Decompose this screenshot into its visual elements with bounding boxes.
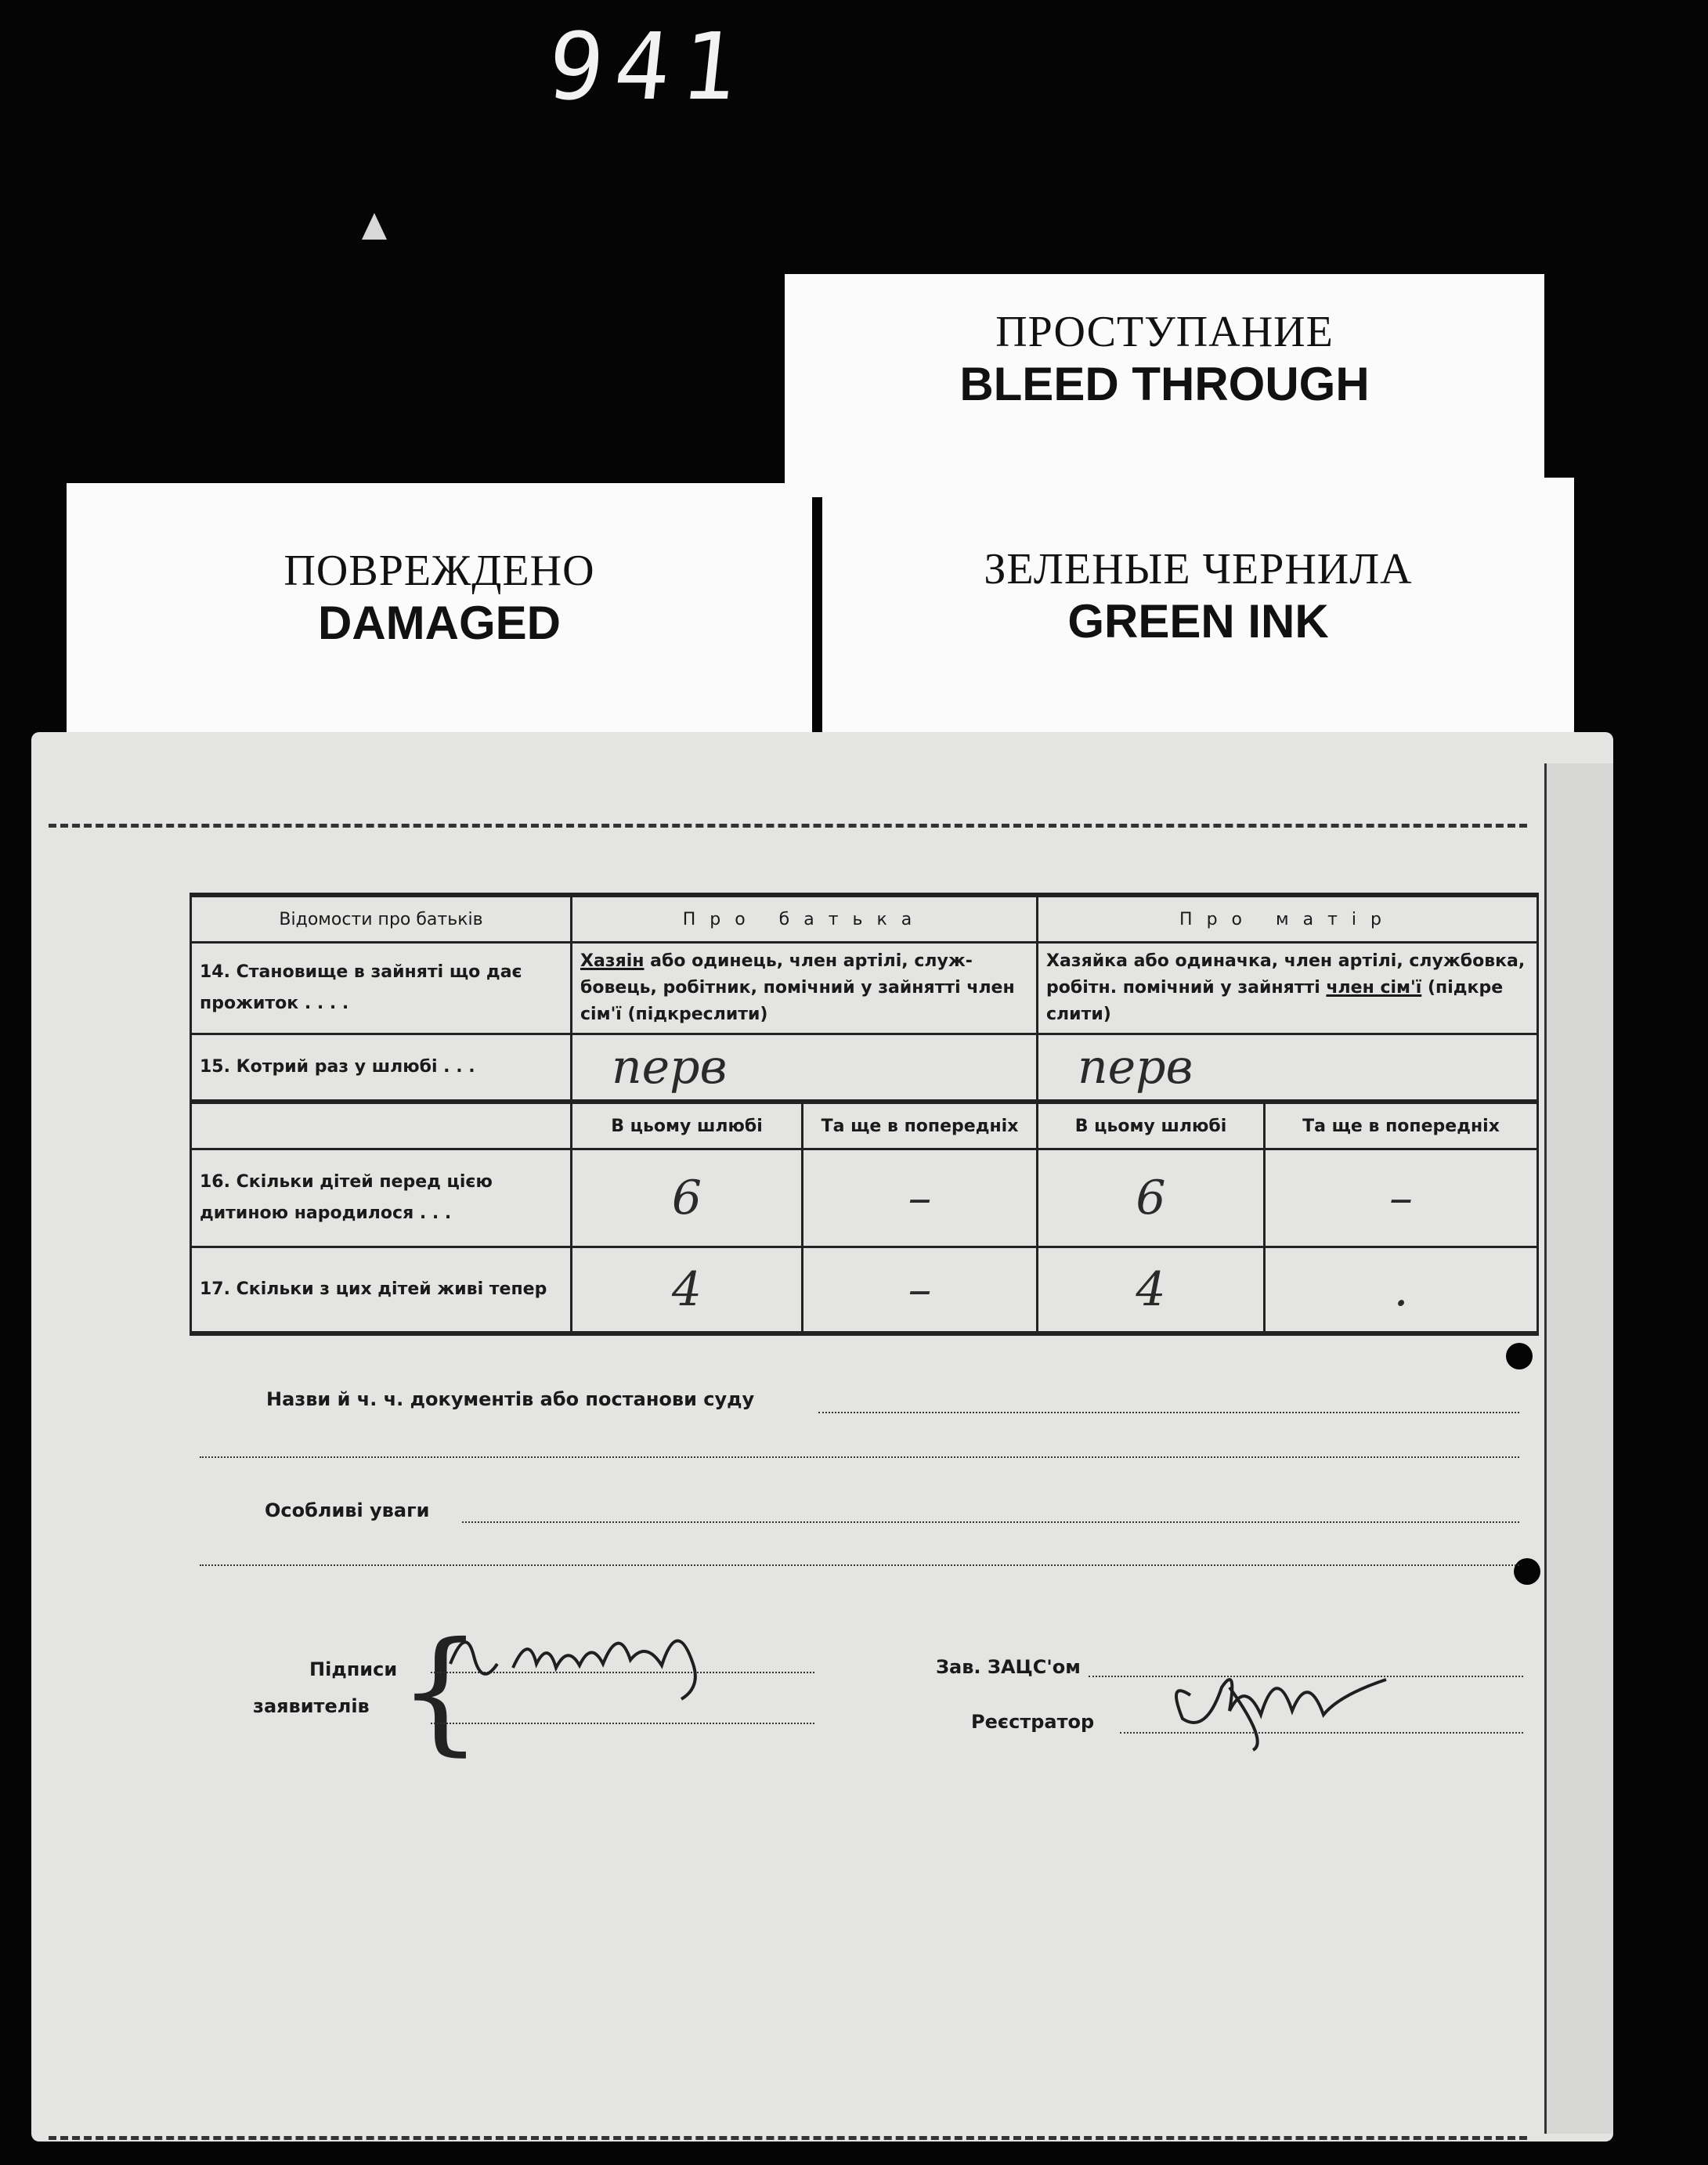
q15-father-answer: перв — [572, 1034, 1038, 1102]
registrar-signature — [1159, 1648, 1410, 1758]
registrar-label: Реєстратор — [971, 1711, 1095, 1733]
head-label: Зав. ЗАЦС'ом — [936, 1656, 1081, 1678]
header-father: Про батька — [572, 895, 1038, 943]
q16-label: 16. Скільки дітей перед цією дитиною народилося . . . — [191, 1149, 572, 1247]
damaged-ru: ПОВРЕЖДЕНО — [283, 547, 595, 595]
documents-label: Назви й ч. ч. документів або постанови суду — [266, 1388, 755, 1410]
parents-table — [190, 893, 1539, 1336]
q17-mother-prev: . — [1265, 1247, 1538, 1333]
green-ink-card — [822, 478, 1574, 748]
q15-label: 15. Котрий раз у шлюбі . . . — [191, 1034, 572, 1102]
damaged-card — [67, 483, 812, 742]
table-row — [191, 943, 1538, 1034]
signature-line-2 — [431, 1723, 814, 1724]
notes-line-2 — [200, 1564, 1519, 1566]
bleed-through-card — [785, 274, 1544, 497]
q16-father-this: 6 — [572, 1149, 803, 1247]
table-row — [191, 1149, 1538, 1247]
film-speck — [362, 213, 387, 240]
q15-mother-answer: перв — [1038, 1034, 1538, 1102]
documents-line — [818, 1412, 1519, 1413]
applicant-signature — [442, 1609, 771, 1703]
q14-father — [572, 943, 1038, 1034]
q14-mother-text: Хазяйка або одиначка, член артілі, службовка, робітн. помічний у зайнятті — [1046, 951, 1526, 998]
page-edge — [1544, 763, 1613, 2134]
green-ink-en: GREEN INK — [1067, 595, 1329, 648]
q17-father-prev: – — [803, 1247, 1038, 1333]
notes-label: Особливі уваги — [265, 1499, 430, 1521]
table-row — [191, 1034, 1538, 1102]
documents-line-2 — [200, 1456, 1519, 1458]
bleed-through-en: BLEED THROUGH — [959, 358, 1370, 410]
q16-mother-this: 6 — [1038, 1149, 1265, 1247]
q17-label: 17. Скільки з цих дітей живі тепер — [191, 1247, 572, 1333]
q16-father-prev: – — [803, 1149, 1038, 1247]
perforation-bottom — [49, 2136, 1527, 2140]
subheader-row — [191, 1102, 1538, 1149]
sub-father-prev: Та ще в попередніх — [803, 1102, 1038, 1149]
q14-label: 14. Становище в зайняті що дає прожиток . . . . — [191, 943, 572, 1034]
q17-father-this: 4 — [572, 1247, 803, 1333]
q14-mother-underlined: член сім'ї — [1326, 978, 1422, 998]
subheader-blank — [191, 1102, 572, 1149]
punch-hole — [1506, 1343, 1533, 1369]
notes-line — [462, 1521, 1519, 1523]
q14-father-text: або одинець, член артілі, служ-бовець, робітник, помічний у зайнятті член сім'ї (підкреслити) — [580, 951, 1015, 1024]
sub-mother-prev: Та ще в попередніх — [1265, 1102, 1538, 1149]
header-parents-info: Відомости про батьків — [191, 895, 572, 943]
header-mother: Про матір — [1038, 895, 1538, 943]
table-header-row — [191, 895, 1538, 943]
frame-number: 941 — [542, 13, 754, 121]
perforation-top — [49, 824, 1527, 828]
sub-father-this: В цьому шлюбі — [572, 1102, 803, 1149]
q16-mother-prev: – — [1265, 1149, 1538, 1247]
punch-hole — [1514, 1558, 1540, 1585]
signatures-label-2: заявителів — [253, 1695, 370, 1717]
damaged-en: DAMAGED — [318, 597, 561, 649]
bleed-through-ru: ПРОСТУПАНИЕ — [995, 308, 1334, 356]
q14-mother — [1038, 943, 1538, 1034]
green-ink-ru: ЗЕЛЕНЫЕ ЧЕРНИЛА — [984, 545, 1413, 594]
sub-mother-this: В цьому шлюбі — [1038, 1102, 1265, 1149]
table-row — [191, 1247, 1538, 1333]
signatures-label-1: Підписи — [309, 1658, 398, 1680]
q14-mother-suffix: (підкре слити) — [1046, 978, 1504, 1024]
q14-father-underlined: Хазяін — [580, 951, 645, 971]
signature-brace: { — [398, 1614, 483, 1769]
q17-mother-this: 4 — [1038, 1247, 1265, 1333]
form-paper — [31, 732, 1613, 2142]
